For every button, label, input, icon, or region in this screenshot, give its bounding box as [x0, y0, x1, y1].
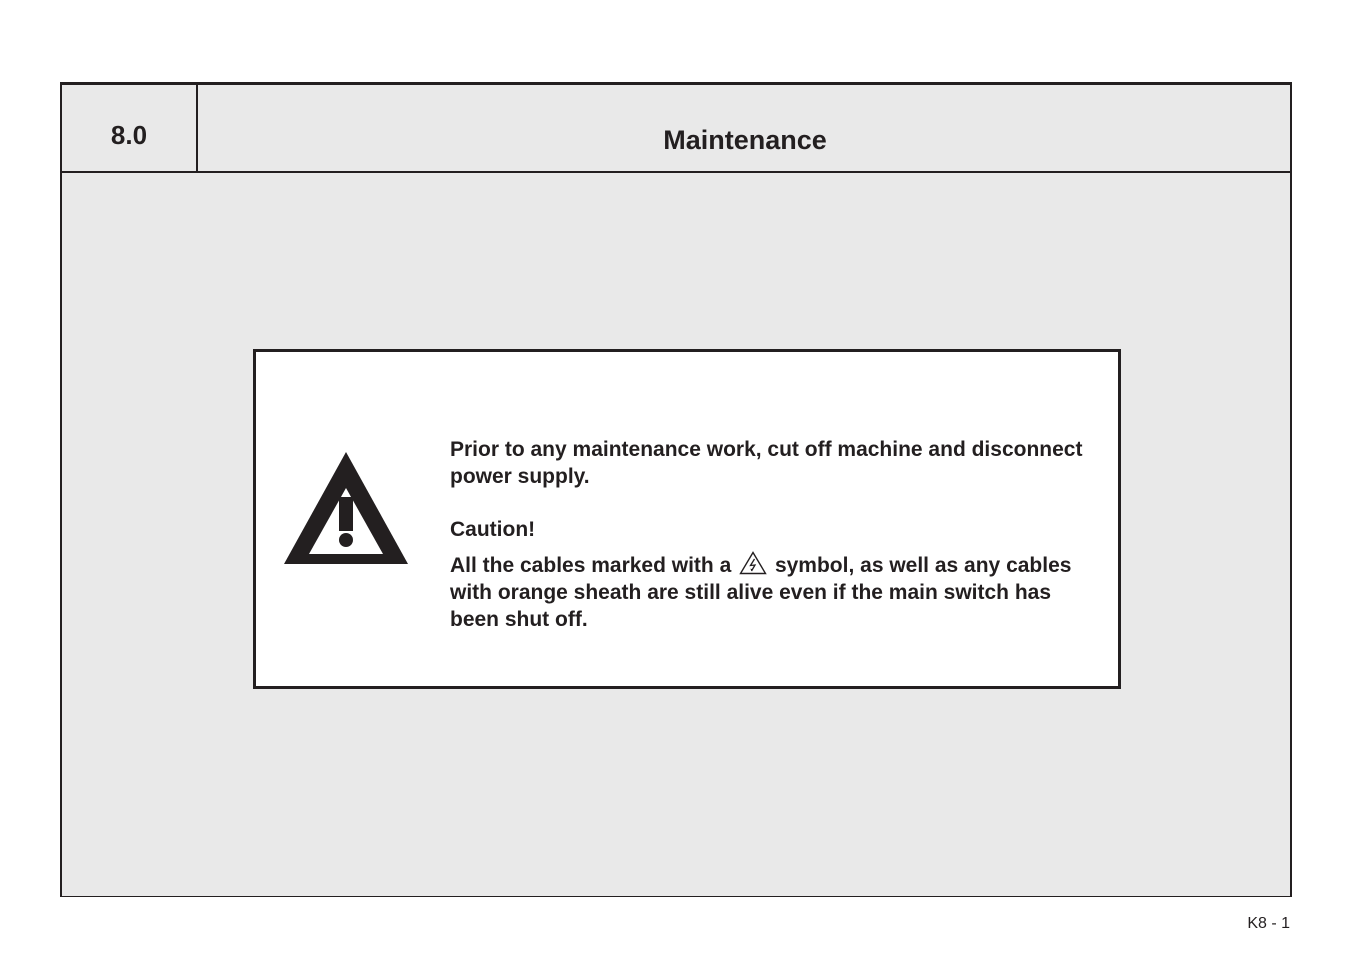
section-header	[62, 85, 1290, 173]
section-number: 8.0	[62, 85, 198, 171]
caution-heading: Caution!	[450, 518, 536, 541]
notice-text	[450, 436, 1090, 633]
page-frame	[60, 82, 1292, 897]
high-voltage-icon	[739, 551, 767, 575]
warning-triangle-icon	[282, 450, 410, 566]
page-number: K8 - 1	[1247, 915, 1290, 932]
caution-text-after-symbol: symbol, as well as any cables with orange sheath are still alive even if the main switch has been shut off.	[450, 554, 1072, 631]
safety-notice-box	[253, 349, 1121, 689]
maintenance-instruction: Prior to any maintenance work, cut off machine and disconnect power supply.	[450, 438, 1083, 488]
section-title: Maintenance	[663, 125, 827, 155]
caution-message	[450, 551, 1090, 633]
caution-text-before-symbol: All the cables marked with a	[450, 554, 732, 577]
